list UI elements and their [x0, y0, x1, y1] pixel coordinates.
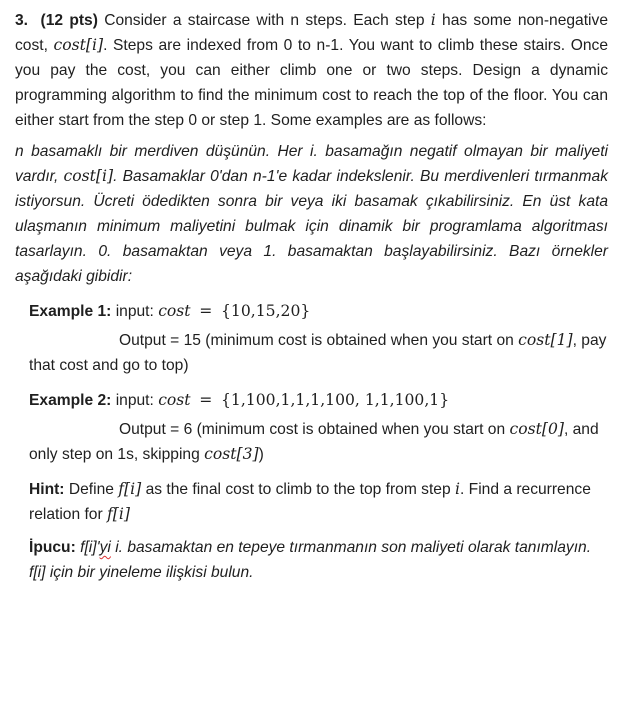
hint-tr-label: İpucu:	[29, 539, 76, 556]
question-points: (12 pts)	[40, 12, 98, 29]
question-text-2: has some non-negative cost,	[15, 12, 608, 54]
example-1-output-tail: , pay that cost and go to top)	[29, 332, 607, 374]
example-2-eq: =	[199, 391, 213, 409]
example-2-output-mid: , and only step on 1s, skipping	[29, 421, 599, 463]
example-2-input-label: input:	[115, 392, 154, 409]
hint-tr-text-1: i. basamaktan en tepeye tırmanmanın son maliyeti olarak tanımlayın.	[115, 539, 592, 556]
question-number: 3.	[15, 12, 29, 29]
example-1-cost-ref: cost[1]	[518, 331, 573, 349]
question-text-1: Consider a staircase with n steps. Each step	[104, 12, 425, 29]
var-i: i	[430, 11, 436, 29]
example-1-var: cost	[158, 302, 191, 320]
example-2-output-tail: )	[258, 446, 264, 463]
example-2-output-text: Output = 6 (minimum cost is obtained when you start on	[119, 421, 506, 438]
hint-f-i-2: f[i]	[107, 505, 130, 523]
hint-label: Hint:	[29, 481, 65, 498]
question-text-3: . Steps are indexed from 0 to n-1. You want to climb these stairs. Once you pay the cost, you can either climb one or two steps. Design a dynamic programming algorithm to find the minimum cost to reach the top of the floor. You can either start from the step 0 or step 1. Some examples are as follows:	[15, 37, 608, 129]
hint-text-3: . Find a recurrence relation for	[29, 481, 591, 523]
example-2-var: cost	[158, 391, 191, 409]
example-1-label: Example 1:	[29, 303, 112, 320]
hint-tr-f-i-2: f[i]	[29, 564, 46, 581]
example-1-value: {10,15,20}	[221, 302, 311, 320]
turkish-text-1: n basamaklı bir merdiven düşünün. Her i. basamağın negatif olmayan bir maliyeti vardır,	[15, 143, 608, 185]
hint-text-2: as the final cost to climb to the top from step	[145, 481, 451, 498]
hint-tr-paragraph	[29, 535, 608, 585]
hint-tr-yi: yi	[99, 539, 111, 556]
example-2-output	[29, 417, 608, 467]
hint-tr-f-i: f[i]'	[80, 539, 100, 556]
example-2-input	[29, 388, 608, 413]
hint-f-i: f[i]	[118, 480, 142, 498]
hint-var-i: i	[455, 480, 460, 498]
turkish-paragraph	[15, 139, 608, 289]
hint-tr-text-2: için bir yineleme ilişkisi bulun.	[49, 564, 254, 581]
example-2-label: Example 2:	[29, 392, 112, 409]
hint-paragraph	[29, 477, 608, 527]
example-2-value: {1,100,1,1,1,100, 1,1,100,1}	[221, 391, 450, 409]
example-1-output	[29, 328, 608, 378]
turkish-cost-i: cost[i]	[63, 167, 114, 185]
example-1-input	[29, 299, 608, 324]
turkish-text-2: . Basamaklar 0'dan n-1'e kadar indekslenir. Bu merdivenleri tırmanmak istiyorsun. Ücreti ödedikten sonra bir veya iki basamak çıkabilirsiniz. En üst kata ulaşmanın minimum maliyetini bulmak için dinamik bir programlama algoritması tasarlayın. 0. basamaktan veya 1. basamaktan başlayabilirsiniz. Bazı örnekler aşağıdaki gibidir:	[15, 168, 608, 285]
hint-text-1: Define	[68, 481, 114, 498]
example-1-output-text: Output = 15 (minimum cost is obtained when you start on	[119, 332, 514, 349]
cost-i: cost[i]	[53, 36, 104, 54]
example-1-input-label: input:	[115, 303, 154, 320]
example-1-eq: =	[199, 302, 213, 320]
example-2-cost-skip: cost[3]	[204, 445, 259, 463]
question-paragraph	[15, 8, 608, 133]
example-2-cost-ref: cost[0]	[509, 420, 564, 438]
document	[15, 8, 608, 585]
